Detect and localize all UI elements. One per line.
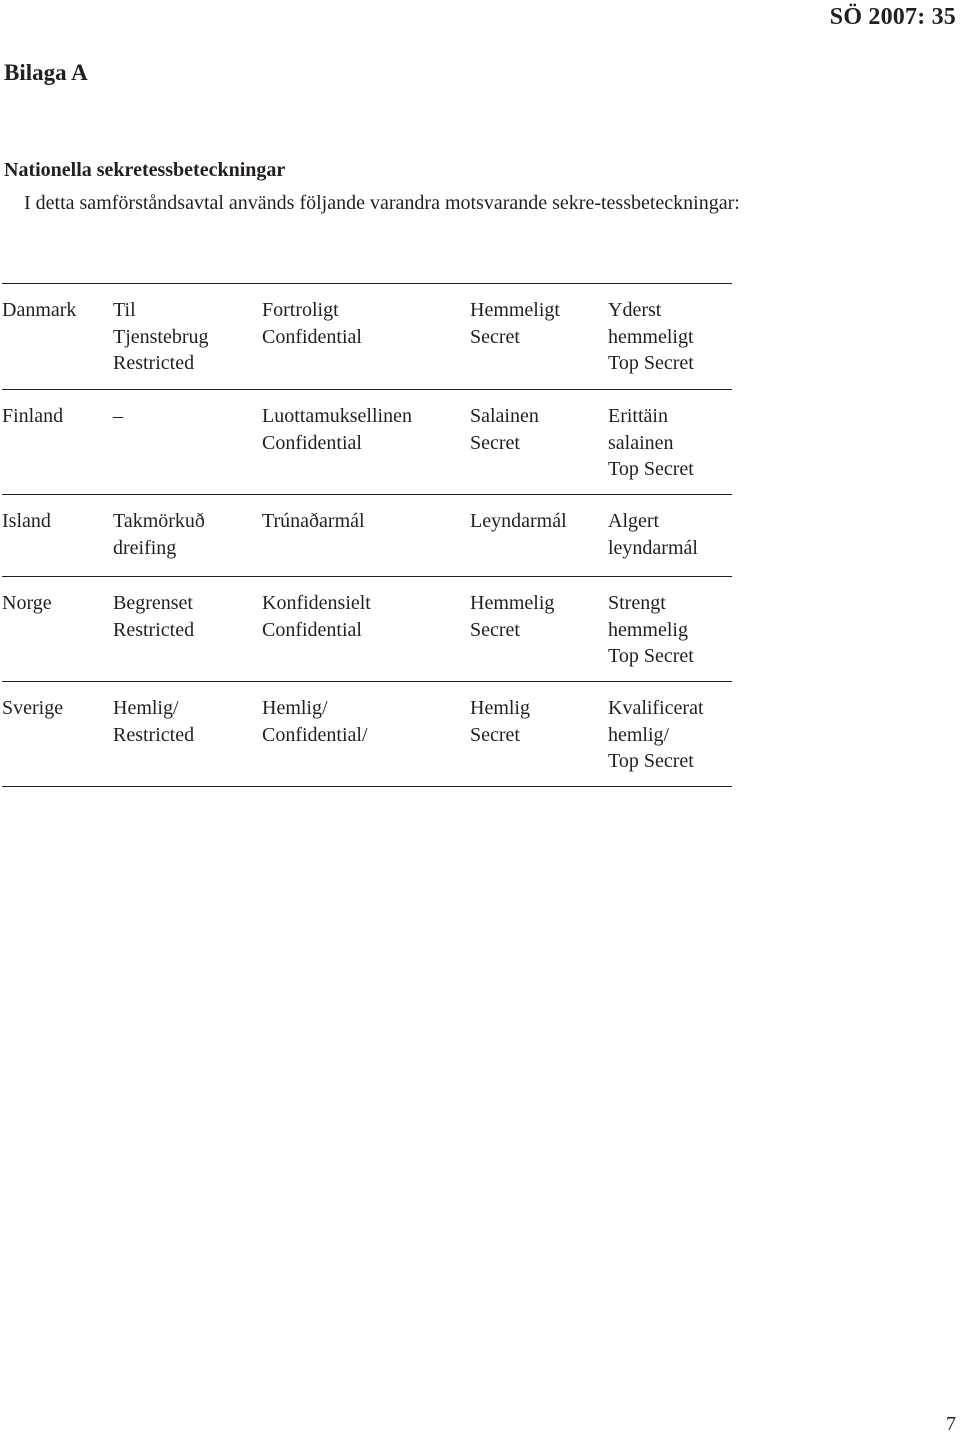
country-cell: Island [2,510,51,532]
restricted-cell: Takmörkuð dreifing [113,510,205,559]
confidential-cell: Trúnaðarmál [262,510,365,532]
secret-cell: Hemlig Secret [470,697,530,746]
top-secret-cell: Strengt hemmelig Top Secret [608,592,694,667]
document-reference: SÖ 2007: 35 [829,4,956,30]
table-row-danmark [2,283,732,389]
classification-table [2,283,732,787]
intro-paragraph: I detta samförståndsavtal används följande varandra motsvarande sekre-tessbeteckningar: [24,192,740,214]
restricted-cell: Hemlig/ Restricted [113,697,195,746]
secret-cell: Salainen Secret [470,405,539,454]
appendix-title: Bilaga A [4,60,88,85]
country-cell: Norge [2,592,52,614]
confidential-cell: Luottamuksellinen Confidential [262,405,412,454]
secret-cell: Leyndarmál [470,510,567,532]
section-heading: Nationella sekretessbeteckningar [4,159,286,181]
country-cell: Sverige [2,697,64,719]
country-cell: Danmark [2,299,77,321]
table-row-sverige [2,681,732,787]
top-secret-cell: Erittäin salainen Top Secret [608,405,694,480]
secret-cell: Hemmeligt Secret [470,299,560,348]
top-secret-cell: Algert leyndarmál [608,510,698,559]
page-number: 7 [946,1413,956,1435]
country-cell: Finland [2,405,64,427]
top-secret-cell: Kvalificerat hemlig/ Top Secret [608,697,704,772]
table-row-norge [2,576,732,681]
top-secret-cell: Yderst hemmeligt Top Secret [608,299,694,374]
table-row-finland [2,389,732,494]
confidential-cell: Konfidensielt Confidential [262,592,371,641]
restricted-cell: Begrenset Restricted [113,592,195,641]
confidential-cell: Hemlig/ Confidential/ [262,697,368,746]
restricted-cell: – [113,405,123,427]
secret-cell: Hemmelig Secret [470,592,555,641]
table-row-island [2,494,732,576]
restricted-cell: Til Tjenstebrug Restricted [113,299,209,374]
confidential-cell: Fortroligt Confidential [262,299,362,348]
